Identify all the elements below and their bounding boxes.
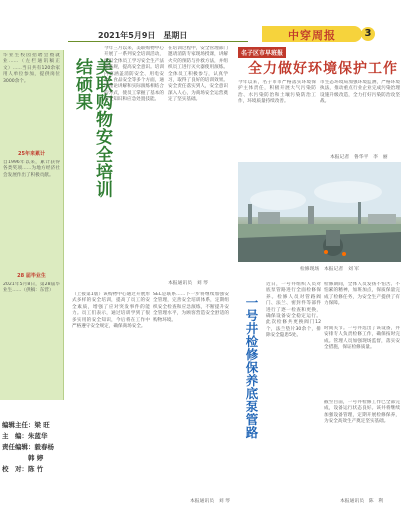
left-sub1-text: 自1996年以来，累计获得各类奖项……为地方经济社会发展作出了积极贡献。 [3,160,60,178]
article1-byline: 本报通讯员 刘 琴 [168,281,208,286]
editor-credits: 编辑主任：梁 旺 主 编：朱蓝华 责任编辑：毅春杨 韩 婷 校 对：陈 竹 [2,421,54,473]
article2-col2: 市生态环境局加强环境监测，严格环境执法，推动重点行业企业完成污染治理设施升级改造，全力打好污染防治攻坚战。 [320,80,400,105]
issue-date: 2021年5月9日 星期日 [98,31,188,40]
article3-title: 一号井检修保养底泵管路 [244,296,259,439]
left-sub2-title: 28 届毕业生 [17,273,46,279]
header-rule [68,41,248,42]
photo-caption: 检修现场 本报记者 刘 军 [300,267,360,272]
left-box-text: 毕业生校园招聘会暨就业……（左栏通讯稿正文）……当日共有120余家用人单位参加，提供岗位3000余个。 [3,53,60,84]
article3-col3: 时间关节。一号井选出了该设备，并安排专人负责检修工作，确保按时完成。管理人员加强现场监督，落实安全措施，保证检修质量。 [324,326,400,351]
article2-kicker: 名子区市早班报 [238,47,286,58]
left-sub1-title: 25年来累计 [18,151,45,157]
left-sub2-text: 2021年5月8日，第28届毕业生……（供稿：东营） [3,282,60,294]
article2-col1: 今年以来，名子市市严格落实环境保护主体责任，积极开展大气污染防治、水污染防治和土壤污染防治工作，环境质量持续改善。 [238,80,316,105]
article3-col4: 截至目前，一号井检修工作已全部完成，设备运行状态良好。该井将继续加强设备管理，定期开展检修保养，为安全高效生产奠定坚实基础。 [324,400,400,425]
article2-title: 全力做好环境保护工作 [248,61,398,77]
article2-byline: 本报记者 鲁华平 李 丽 [330,155,388,160]
article3-byline: 本报通讯员 陈 利 [340,499,384,504]
banner-title: 中穿周报 [288,29,336,42]
article1-col2: 在培训过程中，安全管理部门邀请消防专家现场授课，讲解火灾的预防与扑救方法，并组织员工进行灭火器使用演练。全体员工积极参与，认真学习，取得了良好的培训效果。安全责任落实到人，安全意识深入人心，为商场安全运营奠定了坚实基础。 [168,46,228,103]
factory-illustration [238,162,401,262]
article1-col1: 今年三月以来，美联购物中心开展了一系列安全培训活动，组织全体员工学习安全生产法律法规，提高安全意识。培训内容涵盖消防安全、用电安全、食品安全等多个方面，通过理论讲解和实际演练相结合的方式，使员工掌握了基本的安全知识和应急处置技能。 [104,46,164,103]
article3-col2: 检修期间，全体人员发扬不怕苦、不怕累的精神，加班加点，保质保量完成了检修任务，为安全生产提供了有力保障。 [324,282,400,307]
article1-title: 美联购物安全培训结硕果 [72,58,112,198]
page-number: 3 [361,27,375,41]
left-news-box [0,50,64,400]
article3-col1: 近日，一号井组织人员对底泵管路进行全面检修保养。检修人员对管路阀门、法兰、密封件等部件进行了逐一检查和更换，确保设备安全稳定运行。此次检修共更换阀门12个，法兰垫片30余个，排除安全隐患5处。 [266,282,321,339]
article1-col3: （上接第1版）该购物中心通过开展形式多样的安全培训，提高了员工的安全素质，增强了应对突发事件的能力。员工们表示，通过培训学到了很多实用的安全知识，今后将在工作中严格遵守安全规定，确保商场安全。 [72,292,150,330]
article1-byline2: 本报通讯员 刘 琴 [190,499,230,504]
article1-col4: SEL是联系……下一步将继续加强安全管理，完善安全培训体系，定期组织安全检查和应急演练，不断提升安全管理水平，为顾客营造安全舒适的购物环境。 [153,292,229,323]
factory-photo [238,162,401,262]
page-banner [262,26,362,42]
